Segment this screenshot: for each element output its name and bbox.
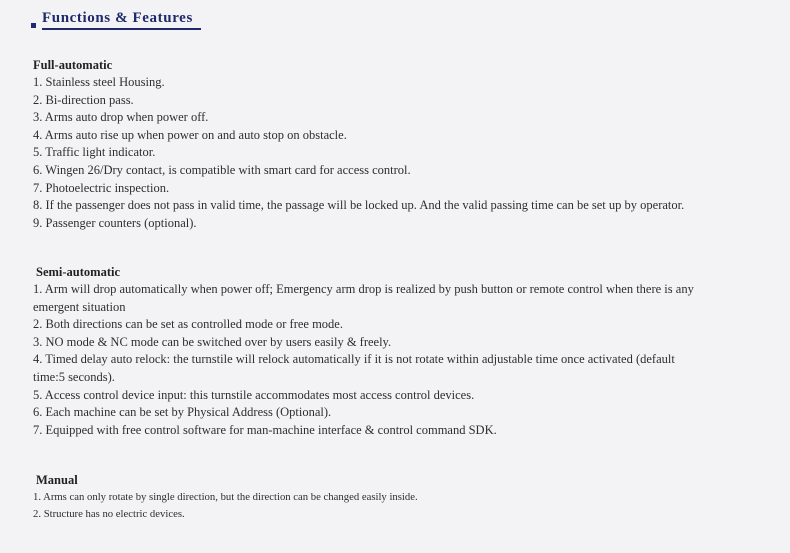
- list-item: 5. Access control device input: this turnstile accommodates most access control devices.: [33, 387, 475, 402]
- header-marker: [31, 23, 36, 28]
- manual-title: Manual: [36, 473, 78, 487]
- list-item: 5. Traffic light indicator.: [33, 145, 156, 160]
- list-item: 6. Each machine can be set by Physical Address (Optional).: [33, 405, 332, 420]
- list-item: 4. Timed delay auto relock: the turnstile will relock automatically if it is not rotate within adjustable time once activated (default: [33, 352, 675, 367]
- list-item: 1. Arm will drop automatically when power off; Emergency arm drop is realized by push button or remote control when there is any: [33, 282, 694, 296]
- list-item: 4. Arms auto rise up when power on and auto stop on obstacle.: [33, 127, 347, 142]
- list-item: 3. NO mode & NC mode can be switched over by users easily & freely.: [33, 334, 392, 349]
- manual-section: [33, 472, 773, 522]
- semi-automatic-section: [33, 264, 773, 439]
- list-item: 8. If the passenger does not pass in valid time, the passage will be locked up. And the valid passing time can be set up by operator.: [33, 198, 685, 213]
- list-item-continuation: time:5 seconds).: [33, 369, 115, 384]
- list-item: 1. Stainless steel Housing.: [33, 75, 165, 89]
- list-item: 2. Both directions can be set as controlled mode or free mode.: [33, 317, 343, 332]
- page-title: Functions & Features: [42, 10, 201, 30]
- list-item: 9. Passenger counters (optional).: [33, 215, 197, 230]
- list-item: 3. Arms auto drop when power off.: [33, 110, 209, 125]
- list-item: 1. Arms can only rotate by single direction, but the direction can be changed easily inside.: [33, 491, 418, 503]
- section-header: [31, 10, 201, 30]
- list-item: 2. Bi-direction pass.: [33, 92, 134, 107]
- semi-automatic-title: Semi-automatic: [36, 265, 121, 279]
- list-item: 7. Photoelectric inspection.: [33, 180, 170, 195]
- full-automatic-section: [33, 57, 773, 232]
- list-item: 2. Structure has no electric devices.: [33, 507, 185, 520]
- list-item: 6. Wingen 26/Dry contact, is compatible with smart card for access control.: [33, 162, 411, 177]
- full-automatic-title: Full-automatic: [33, 58, 113, 72]
- list-item: 7. Equipped with free control software for man-machine interface & control command SDK.: [33, 422, 497, 437]
- list-item-continuation: emergent situation: [33, 299, 126, 314]
